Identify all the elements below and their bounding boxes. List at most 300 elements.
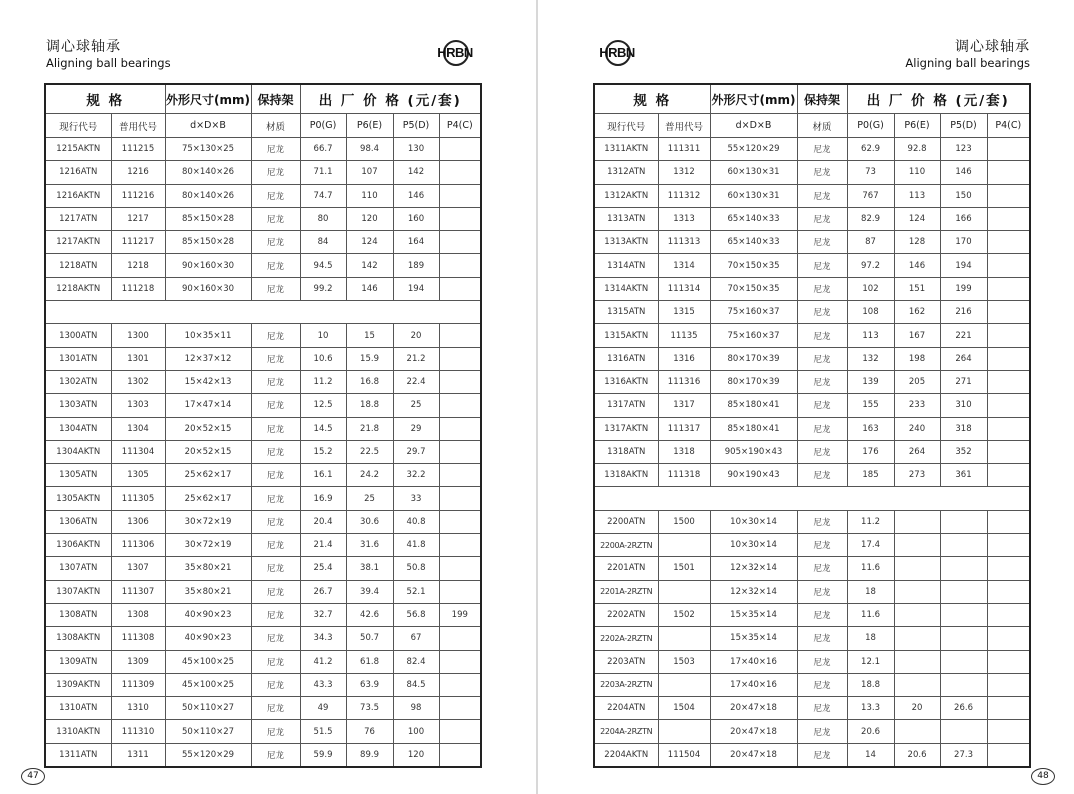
cell-material: 尼龙 <box>797 277 847 300</box>
cell-p6: 110 <box>894 161 940 184</box>
cell-p5 <box>940 557 987 580</box>
cell-current-code: 1309ATN <box>45 650 111 673</box>
cell-common-code: 1217 <box>111 207 165 230</box>
cell-p4 <box>987 207 1030 230</box>
cell-p6: 73.5 <box>346 697 393 720</box>
cell-dimensions: 12×32×14 <box>710 580 797 603</box>
cell-p5: 318 <box>940 417 987 440</box>
cell-p5: 100 <box>393 720 439 743</box>
cell-p0: 41.2 <box>300 650 346 673</box>
cell-material: 尼龙 <box>797 417 847 440</box>
cell-common-code: 1218 <box>111 254 165 277</box>
cell-p0: 11.6 <box>847 557 894 580</box>
cell-current-code: 1315ATN <box>594 301 658 324</box>
cell-p5: 150 <box>940 184 987 207</box>
cell-dimensions: 10×30×14 <box>710 534 797 557</box>
cell-common-code: 111305 <box>111 487 165 510</box>
cell-p6: 21.8 <box>346 417 393 440</box>
cell-dimensions: 20×47×18 <box>710 720 797 743</box>
cell-p6: 142 <box>346 254 393 277</box>
logo-text: HRBN <box>437 45 473 60</box>
cell-p4 <box>987 697 1030 720</box>
cell-current-code: 2200ATN <box>594 510 658 533</box>
cell-material: 尼龙 <box>251 580 300 603</box>
cell-dimensions: 75×160×37 <box>710 324 797 347</box>
cell-dimensions: 50×110×27 <box>165 697 251 720</box>
cell-p0: 10 <box>300 324 346 347</box>
cell-p4 <box>439 464 481 487</box>
cell-p6: 107 <box>346 161 393 184</box>
cell-common-code: 111216 <box>111 184 165 207</box>
cell-common-code: 1309 <box>111 650 165 673</box>
cell-material: 尼龙 <box>251 697 300 720</box>
cell-p5 <box>940 510 987 533</box>
cell-dimensions: 20×47×18 <box>710 743 797 767</box>
col-p5: P5(D) <box>940 114 987 138</box>
cell-p5 <box>940 650 987 673</box>
cell-common-code <box>658 534 710 557</box>
cell-p4 <box>987 650 1030 673</box>
cell-p6 <box>894 603 940 626</box>
cell-dimensions: 20×47×18 <box>710 697 797 720</box>
cell-p5: 164 <box>393 231 439 254</box>
cell-common-code: 1305 <box>111 464 165 487</box>
cell-material: 尼龙 <box>251 743 300 767</box>
col-p6: P6(E) <box>346 114 393 138</box>
cell-p0: 97.2 <box>847 254 894 277</box>
cell-current-code: 2201ATN <box>594 557 658 580</box>
cell-material: 尼龙 <box>251 417 300 440</box>
cell-common-code: 1503 <box>658 650 710 673</box>
col-p5: P5(D) <box>393 114 439 138</box>
cell-material: 尼龙 <box>797 697 847 720</box>
cell-p0: 163 <box>847 417 894 440</box>
cell-p5: 170 <box>940 231 987 254</box>
cell-p5 <box>940 534 987 557</box>
cell-p4 <box>987 580 1030 603</box>
price-table-left <box>44 83 482 768</box>
header-dims: 外形尺寸(mm) <box>710 84 797 114</box>
cell-dimensions: 40×90×23 <box>165 603 251 626</box>
cell-current-code: 1217ATN <box>45 207 111 230</box>
col-material: 材质 <box>797 114 847 138</box>
cell-p4 <box>987 161 1030 184</box>
cell-p4 <box>439 231 481 254</box>
cell-p5: 52.1 <box>393 580 439 603</box>
cell-p4 <box>987 627 1030 650</box>
cell-dimensions: 55×120×29 <box>710 138 797 161</box>
table-row <box>594 464 1030 487</box>
cell-common-code: 1313 <box>658 207 710 230</box>
col-p4: P4(C) <box>439 114 481 138</box>
table-row <box>45 580 481 603</box>
cell-current-code: 1304ATN <box>45 417 111 440</box>
cell-current-code: 1215AKTN <box>45 138 111 161</box>
col-p6: P6(E) <box>894 114 940 138</box>
cell-p5 <box>940 580 987 603</box>
page-title-cn: 调心球轴承 <box>955 39 1030 55</box>
table-row <box>45 254 481 277</box>
cell-p6: 61.8 <box>346 650 393 673</box>
cell-p6: 264 <box>894 440 940 463</box>
table-row <box>594 650 1030 673</box>
cell-p0: 185 <box>847 464 894 487</box>
table-row <box>45 207 481 230</box>
cell-common-code <box>658 627 710 650</box>
cell-dimensions: 80×170×39 <box>710 347 797 370</box>
cell-current-code: 2202ATN <box>594 603 658 626</box>
cell-current-code: 2204AKTN <box>594 743 658 767</box>
cell-current-code: 1317AKTN <box>594 417 658 440</box>
cell-material: 尼龙 <box>251 650 300 673</box>
cell-common-code <box>658 720 710 743</box>
cell-p6: 15 <box>346 324 393 347</box>
table-body-right <box>594 138 1030 768</box>
cell-common-code: 1216 <box>111 161 165 184</box>
cell-p6: 92.8 <box>894 138 940 161</box>
cell-dimensions: 15×35×14 <box>710 603 797 626</box>
cell-p4 <box>439 673 481 696</box>
table-row <box>594 510 1030 533</box>
cell-material: 尼龙 <box>251 510 300 533</box>
cell-p4 <box>439 743 481 767</box>
cell-p6: 151 <box>894 277 940 300</box>
cell-p0: 71.1 <box>300 161 346 184</box>
cell-common-code: 111313 <box>658 231 710 254</box>
table-row <box>45 161 481 184</box>
cell-p0: 73 <box>847 161 894 184</box>
cell-dimensions: 65×140×33 <box>710 231 797 254</box>
cell-p0: 16.9 <box>300 487 346 510</box>
cell-p0: 12.5 <box>300 394 346 417</box>
cell-dimensions: 70×150×35 <box>710 277 797 300</box>
cell-material: 尼龙 <box>797 650 847 673</box>
cell-dimensions: 35×80×21 <box>165 557 251 580</box>
cell-material: 尼龙 <box>797 673 847 696</box>
table-row <box>594 417 1030 440</box>
cell-common-code: 1314 <box>658 254 710 277</box>
cell-p5: 25 <box>393 394 439 417</box>
cell-material: 尼龙 <box>797 557 847 580</box>
cell-p4 <box>439 370 481 393</box>
cell-p6: 146 <box>894 254 940 277</box>
cell-p5: 82.4 <box>393 650 439 673</box>
cell-dimensions: 50×110×27 <box>165 720 251 743</box>
cell-common-code: 1303 <box>111 394 165 417</box>
header-price: 出 厂 价 格 (元/套) <box>300 84 481 114</box>
cell-p6: 76 <box>346 720 393 743</box>
header-cage: 保持架 <box>251 84 300 114</box>
table-row <box>45 557 481 580</box>
cell-current-code: 1312ATN <box>594 161 658 184</box>
cell-material: 尼龙 <box>797 231 847 254</box>
cell-common-code: 111308 <box>111 627 165 650</box>
table-row <box>594 347 1030 370</box>
cell-current-code: 1314ATN <box>594 254 658 277</box>
cell-material: 尼龙 <box>251 627 300 650</box>
cell-dimensions: 40×90×23 <box>165 627 251 650</box>
table-row <box>45 627 481 650</box>
table-row <box>594 277 1030 300</box>
cell-dimensions: 85×150×28 <box>165 207 251 230</box>
cell-current-code: 1300ATN <box>45 324 111 347</box>
cell-p4 <box>987 394 1030 417</box>
cell-common-code <box>658 580 710 603</box>
cell-material: 尼龙 <box>251 603 300 626</box>
cell-p0: 139 <box>847 370 894 393</box>
cell-current-code: 1318ATN <box>594 440 658 463</box>
cell-p4 <box>439 254 481 277</box>
cell-p5: 271 <box>940 370 987 393</box>
separator-cell <box>45 301 481 324</box>
cell-common-code: 111310 <box>111 720 165 743</box>
cell-p5: 41.8 <box>393 534 439 557</box>
cell-material: 尼龙 <box>251 370 300 393</box>
table-row <box>594 394 1030 417</box>
cell-p4 <box>439 277 481 300</box>
table-row <box>594 580 1030 603</box>
cell-current-code: 1308ATN <box>45 603 111 626</box>
cell-p6: 273 <box>894 464 940 487</box>
cell-dimensions: 17×40×16 <box>710 650 797 673</box>
cell-dimensions: 80×170×39 <box>710 370 797 393</box>
hrbn-logo <box>594 38 640 68</box>
cell-material: 尼龙 <box>251 138 300 161</box>
cell-p4 <box>439 184 481 207</box>
cell-p6 <box>894 557 940 580</box>
table-row <box>594 231 1030 254</box>
table-row <box>594 697 1030 720</box>
cell-common-code: 1304 <box>111 417 165 440</box>
cell-p6 <box>894 534 940 557</box>
cell-p5: 146 <box>393 184 439 207</box>
cell-p6: 89.9 <box>346 743 393 767</box>
cell-p6: 16.8 <box>346 370 393 393</box>
cell-p4 <box>987 603 1030 626</box>
cell-dimensions: 60×130×31 <box>710 161 797 184</box>
cell-p0: 32.7 <box>300 603 346 626</box>
cell-p4 <box>987 277 1030 300</box>
cell-p5: 84.5 <box>393 673 439 696</box>
table-row <box>45 417 481 440</box>
cell-material: 尼龙 <box>797 464 847 487</box>
cell-current-code: 1317ATN <box>594 394 658 417</box>
cell-common-code: 1504 <box>658 697 710 720</box>
cell-common-code: 1501 <box>658 557 710 580</box>
cell-common-code: 111304 <box>111 440 165 463</box>
table-row <box>594 603 1030 626</box>
cell-p0: 18 <box>847 580 894 603</box>
cell-p0: 14 <box>847 743 894 767</box>
table-row <box>594 743 1030 767</box>
cell-dimensions: 90×160×30 <box>165 254 251 277</box>
cell-common-code: 111309 <box>111 673 165 696</box>
cell-material: 尼龙 <box>797 720 847 743</box>
cell-material: 尼龙 <box>251 161 300 184</box>
cell-p5: 29.7 <box>393 440 439 463</box>
cell-p5: 160 <box>393 207 439 230</box>
cell-p4 <box>987 534 1030 557</box>
cell-p6: 120 <box>346 207 393 230</box>
cell-p5: 130 <box>393 138 439 161</box>
cell-common-code: 111316 <box>658 370 710 393</box>
cell-dimensions: 17×40×16 <box>710 673 797 696</box>
cell-p0: 59.9 <box>300 743 346 767</box>
cell-dimensions: 80×140×26 <box>165 161 251 184</box>
cell-p4 <box>987 324 1030 347</box>
cell-p0: 87 <box>847 231 894 254</box>
cell-material: 尼龙 <box>251 277 300 300</box>
cell-dimensions: 30×72×19 <box>165 510 251 533</box>
cell-p0: 176 <box>847 440 894 463</box>
cell-dimensions: 15×42×13 <box>165 370 251 393</box>
cell-current-code: 2204A-2RZTN <box>594 720 658 743</box>
cell-p6: 15.9 <box>346 347 393 370</box>
cell-dimensions: 70×150×35 <box>710 254 797 277</box>
cell-p0: 84 <box>300 231 346 254</box>
cell-current-code: 1308AKTN <box>45 627 111 650</box>
cell-p6: 124 <box>894 207 940 230</box>
cell-p5: 146 <box>940 161 987 184</box>
cell-current-code: 1306AKTN <box>45 534 111 557</box>
cell-p5: 123 <box>940 138 987 161</box>
cell-p6: 240 <box>894 417 940 440</box>
cell-common-code: 1302 <box>111 370 165 393</box>
cell-common-code: 111218 <box>111 277 165 300</box>
cell-material: 尼龙 <box>251 324 300 347</box>
table-row <box>45 394 481 417</box>
cell-material: 尼龙 <box>251 720 300 743</box>
cell-current-code: 1305AKTN <box>45 487 111 510</box>
cell-p4 <box>439 394 481 417</box>
cell-current-code: 1217AKTN <box>45 231 111 254</box>
page-left <box>0 0 536 794</box>
table-row <box>45 720 481 743</box>
cell-current-code: 1218ATN <box>45 254 111 277</box>
table-row <box>45 324 481 347</box>
cell-p6 <box>894 720 940 743</box>
cell-dimensions: 35×80×21 <box>165 580 251 603</box>
header-price: 出 厂 价 格 (元/套) <box>847 84 1030 114</box>
cell-p4 <box>439 534 481 557</box>
cell-p4 <box>439 697 481 720</box>
cell-material: 尼龙 <box>797 627 847 650</box>
cell-p0: 16.1 <box>300 464 346 487</box>
cell-p0: 49 <box>300 697 346 720</box>
cell-material: 尼龙 <box>797 394 847 417</box>
cell-current-code: 1312AKTN <box>594 184 658 207</box>
cell-p5: 67 <box>393 627 439 650</box>
cell-p6: 205 <box>894 370 940 393</box>
cell-p5: 29 <box>393 417 439 440</box>
cell-material: 尼龙 <box>797 370 847 393</box>
cell-p4 <box>439 627 481 650</box>
cell-p0: 20.6 <box>847 720 894 743</box>
cell-material: 尼龙 <box>797 580 847 603</box>
col-current-code: 现行代号 <box>45 114 111 138</box>
cell-p5: 166 <box>940 207 987 230</box>
cell-dimensions: 90×190×43 <box>710 464 797 487</box>
cell-dimensions: 65×140×33 <box>710 207 797 230</box>
table-row <box>594 627 1030 650</box>
table-row <box>45 603 481 626</box>
logo-text: HRBN <box>599 45 635 60</box>
col-material: 材质 <box>251 114 300 138</box>
cell-p4 <box>439 207 481 230</box>
cell-p6: 25 <box>346 487 393 510</box>
table-row <box>45 231 481 254</box>
page-number: 48 <box>1031 768 1055 785</box>
cell-p4 <box>987 720 1030 743</box>
cell-p0: 11.6 <box>847 603 894 626</box>
cell-p0: 767 <box>847 184 894 207</box>
cell-current-code: 1309AKTN <box>45 673 111 696</box>
cell-p6: 30.6 <box>346 510 393 533</box>
cell-common-code: 1502 <box>658 603 710 626</box>
col-p0: P0(G) <box>847 114 894 138</box>
cell-p4 <box>439 440 481 463</box>
cell-p5: 221 <box>940 324 987 347</box>
cell-p4 <box>987 231 1030 254</box>
cell-common-code: 1318 <box>658 440 710 463</box>
cell-current-code: 1313ATN <box>594 207 658 230</box>
col-common-code: 普用代号 <box>658 114 710 138</box>
table-row <box>45 138 481 161</box>
cell-current-code: 1306ATN <box>45 510 111 533</box>
table-row <box>594 324 1030 347</box>
cell-common-code: 111312 <box>658 184 710 207</box>
cell-common-code: 1301 <box>111 347 165 370</box>
cell-p0: 18.8 <box>847 673 894 696</box>
cell-material: 尼龙 <box>797 743 847 767</box>
cell-p5: 216 <box>940 301 987 324</box>
cell-p0: 102 <box>847 277 894 300</box>
cell-p0: 99.2 <box>300 277 346 300</box>
cell-current-code: 1302ATN <box>45 370 111 393</box>
cell-p6: 42.6 <box>346 603 393 626</box>
cell-p0: 13.3 <box>847 697 894 720</box>
cell-common-code: 111317 <box>658 417 710 440</box>
cell-common-code: 1315 <box>658 301 710 324</box>
cell-current-code: 1216ATN <box>45 161 111 184</box>
col-dimensions: d×D×B <box>710 114 797 138</box>
cell-p0: 15.2 <box>300 440 346 463</box>
table-row <box>45 464 481 487</box>
cell-material: 尼龙 <box>251 231 300 254</box>
cell-p0: 74.7 <box>300 184 346 207</box>
cell-current-code: 1313AKTN <box>594 231 658 254</box>
cell-common-code: 111311 <box>658 138 710 161</box>
table-row <box>594 138 1030 161</box>
table-row <box>594 440 1030 463</box>
cell-current-code: 1310AKTN <box>45 720 111 743</box>
cell-material: 尼龙 <box>797 324 847 347</box>
cell-p4 <box>439 138 481 161</box>
cell-p5: 120 <box>393 743 439 767</box>
cell-p0: 82.9 <box>847 207 894 230</box>
cell-material: 尼龙 <box>797 184 847 207</box>
cell-dimensions: 90×160×30 <box>165 277 251 300</box>
table-row <box>594 254 1030 277</box>
cell-p0: 11.2 <box>847 510 894 533</box>
table-row <box>45 743 481 767</box>
cell-p0: 18 <box>847 627 894 650</box>
cell-p4 <box>987 743 1030 767</box>
cell-dimensions: 905×190×43 <box>710 440 797 463</box>
cell-current-code: 1316ATN <box>594 347 658 370</box>
cell-material: 尼龙 <box>251 487 300 510</box>
cell-common-code <box>658 673 710 696</box>
